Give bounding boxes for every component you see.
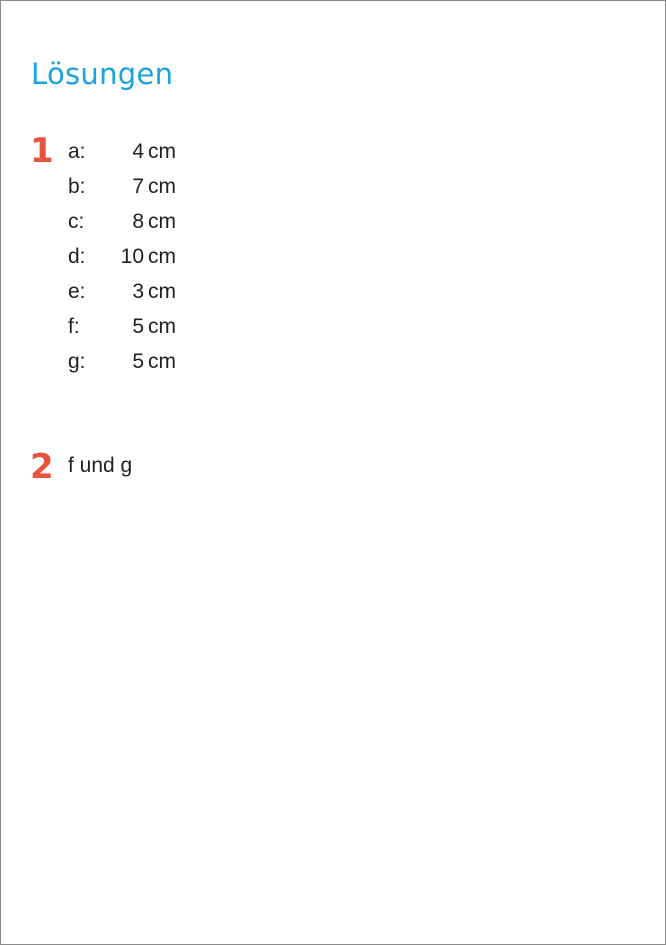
answer-letter: e: <box>68 280 86 303</box>
answer-number: 3 <box>132 280 144 303</box>
page-title: Lösungen <box>31 57 174 91</box>
task-2-answer: f und g <box>68 454 133 477</box>
answer-unit: cm <box>148 315 176 338</box>
answer-letter: g: <box>68 350 86 373</box>
task-number-1: 1 <box>30 131 54 171</box>
answer-unit: cm <box>148 210 176 233</box>
answer-value <box>96 139 176 165</box>
answer-value <box>96 279 176 305</box>
answer-letter: f: <box>68 315 80 338</box>
answer-unit: cm <box>148 245 176 268</box>
answer-unit: cm <box>148 175 176 198</box>
task-number-2: 2 <box>30 447 54 487</box>
answer-number: 8 <box>132 210 144 233</box>
answer-letter: d: <box>68 245 86 268</box>
answer-letter: c: <box>68 210 85 233</box>
answer-unit: cm <box>148 280 176 303</box>
answer-number: 5 <box>132 350 144 373</box>
answer-letter: b: <box>68 175 86 198</box>
answer-unit: cm <box>148 350 176 373</box>
answer-letter: a: <box>68 140 86 163</box>
answer-value <box>96 174 176 200</box>
answer-number: 5 <box>132 315 144 338</box>
answer-number: 10 <box>120 245 144 268</box>
answer-value <box>96 244 176 270</box>
answer-value <box>96 209 176 235</box>
answer-number: 7 <box>132 175 144 198</box>
answer-unit: cm <box>148 140 176 163</box>
answer-value <box>96 314 176 340</box>
answer-number: 4 <box>132 140 144 163</box>
answer-value <box>96 349 176 375</box>
